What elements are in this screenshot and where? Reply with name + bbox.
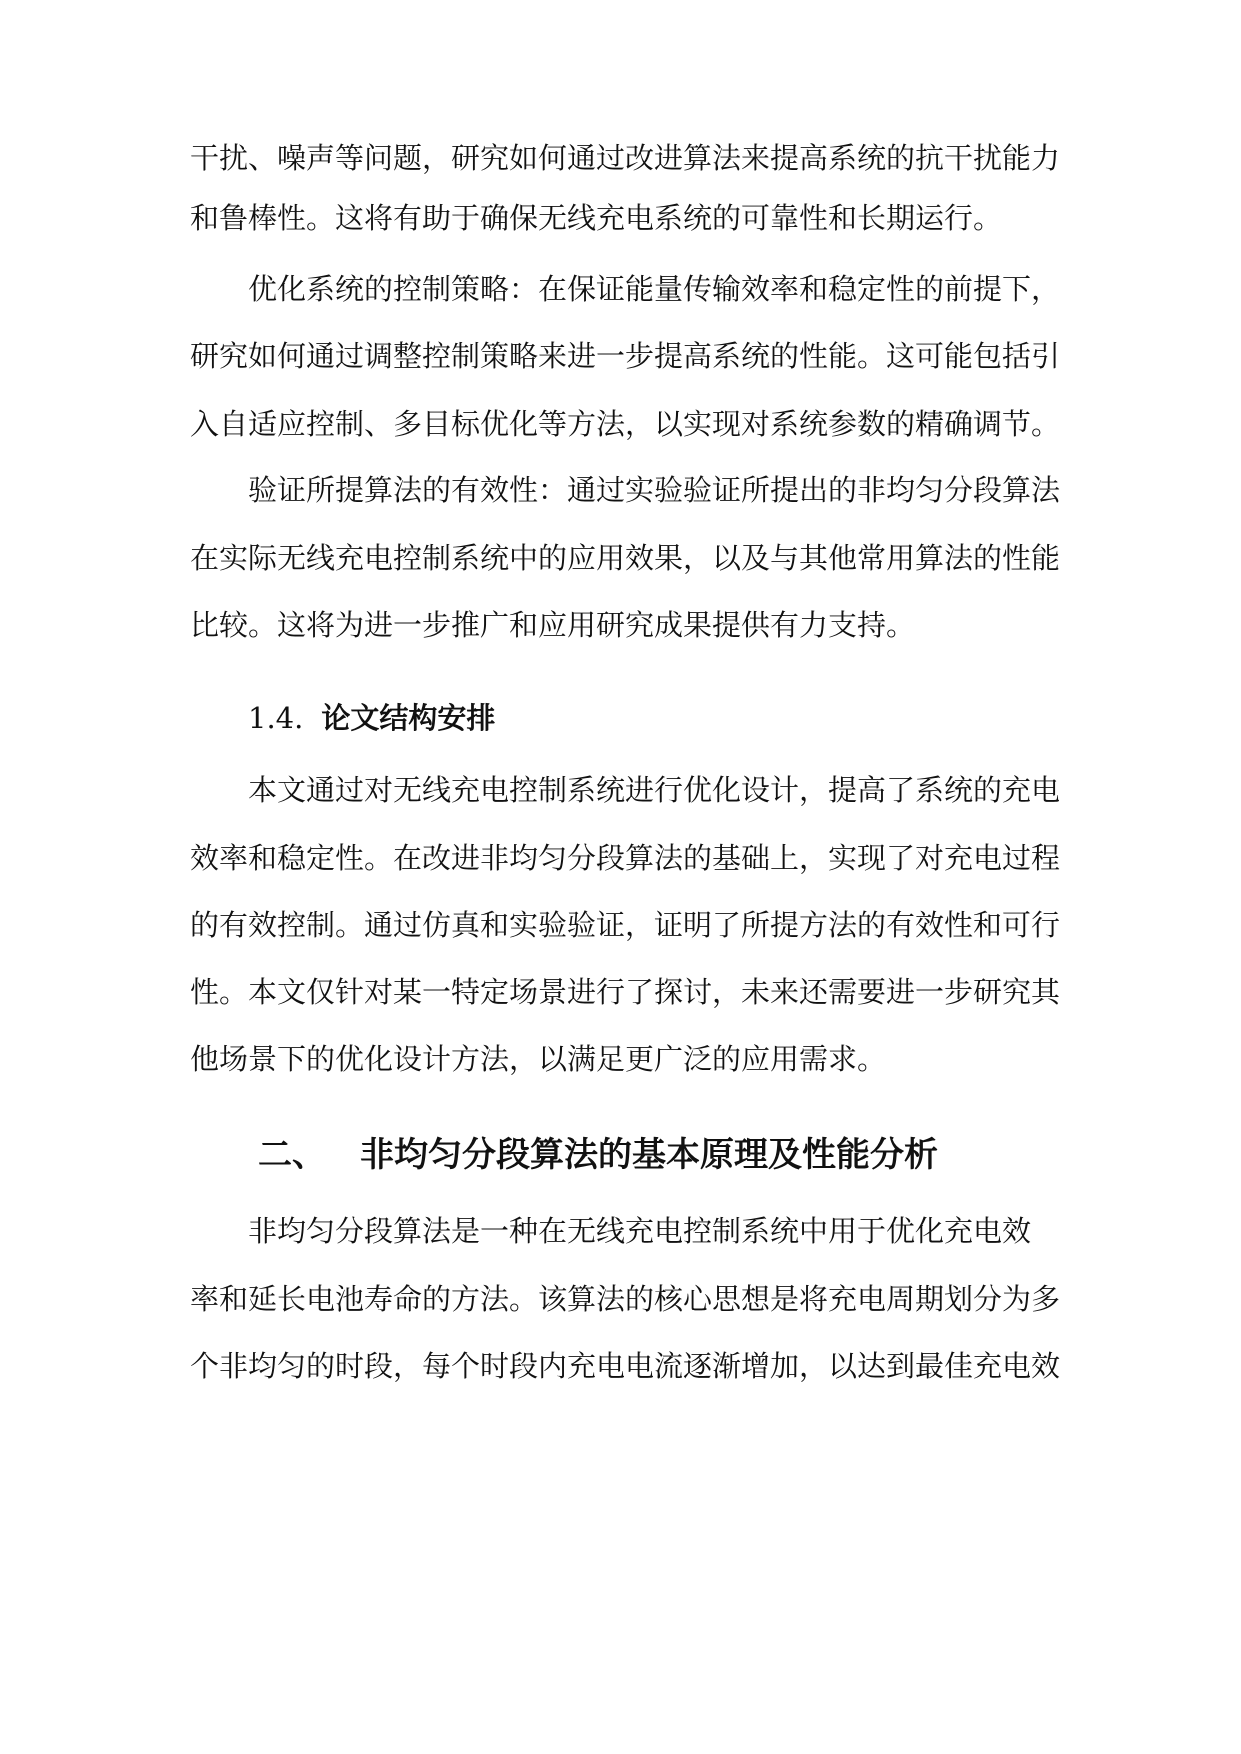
section-number: 1.4.	[248, 701, 304, 735]
paragraph-line: 效率和稳定性。在改进非均匀分段算法的基础上，实现了对充电过程	[190, 841, 1061, 875]
paragraph-line: 和鲁棒性。这将有助于确保无线充电系统的可靠性和长期运行。	[190, 201, 1003, 235]
paragraph-line: 个非均匀的时段，每个时段内充电电流逐渐增加，以达到最佳充电效	[190, 1349, 1061, 1383]
paragraph-line: 验证所提算法的有效性：通过实验验证所提出的非均匀分段算法	[248, 473, 1061, 507]
paragraph-line: 率和延长电池寿命的方法。该算法的核心思想是将充电周期划分为多	[190, 1282, 1061, 1316]
paragraph-line: 在实际无线充电控制系统中的应用效果，以及与其他常用算法的性能	[190, 541, 1061, 575]
paragraph-line: 研究如何通过调整控制策略来进一步提高系统的性能。这可能包括引	[190, 339, 1061, 373]
chapter-title: 非均匀分段算法的基本原理及性能分析	[360, 1135, 938, 1175]
paragraph-line: 入自适应控制、多目标优化等方法，以实现对系统参数的精确调节。	[190, 407, 1061, 441]
paragraph-line: 干扰、噪声等问题，研究如何通过改进算法来提高系统的抗干扰能力	[190, 141, 1061, 175]
paragraph-line: 非均匀分段算法是一种在无线充电控制系统中用于优化充电效	[248, 1214, 1032, 1248]
paragraph-line: 的有效控制。通过仿真和实验验证，证明了所提方法的有效性和可行	[190, 908, 1061, 942]
chapter-number: 二、	[258, 1135, 326, 1175]
paragraph-line: 他场景下的优化设计方法，以满足更广泛的应用需求。	[190, 1042, 887, 1076]
paragraph-line: 性。本文仅针对某一特定场景进行了探讨，未来还需要进一步研究其	[190, 975, 1061, 1009]
paragraph-line: 优化系统的控制策略：在保证能量传输效率和稳定性的前提下，	[248, 272, 1061, 306]
section-heading	[248, 698, 495, 738]
paragraph-line: 比较。这将为进一步推广和应用研究成果提供有力支持。	[190, 608, 916, 642]
paragraph-line: 本文通过对无线充电控制系统进行优化设计，提高了系统的充电	[248, 773, 1061, 807]
chapter-heading	[258, 1132, 938, 1178]
section-title: 论文结构安排	[321, 701, 496, 735]
